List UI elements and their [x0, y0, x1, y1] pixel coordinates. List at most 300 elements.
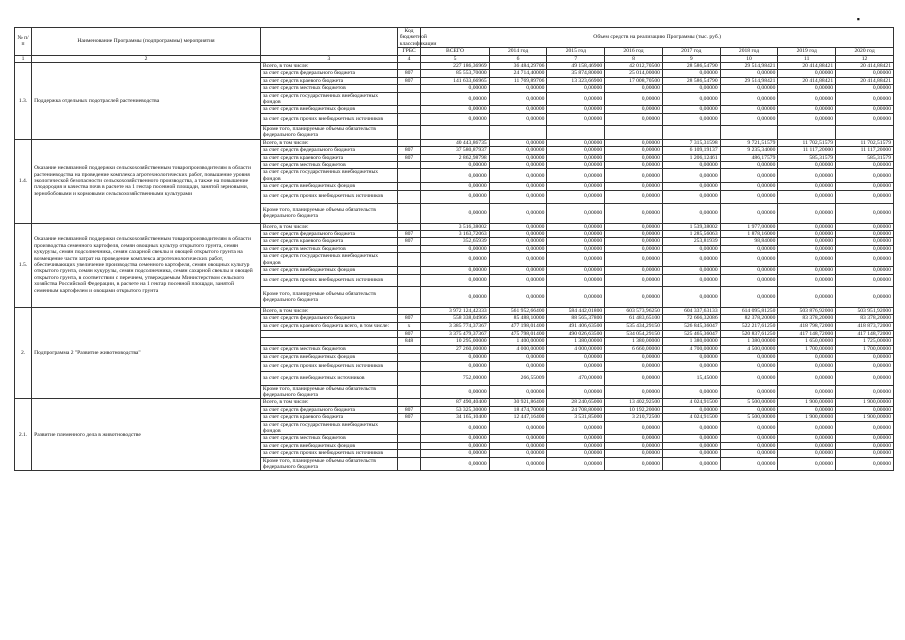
funding-source: за счет средств местных бюджетов	[260, 345, 397, 353]
value-year: 10 192,20000	[605, 406, 663, 413]
value-total: 2 862,98798	[421, 154, 489, 161]
value-total: 3 163,72063	[421, 230, 489, 237]
funding-source: Всего, в том числе:	[260, 63, 397, 70]
value-year: 0,00000	[778, 238, 836, 245]
value-year	[778, 125, 836, 139]
value-total: 0,00000	[421, 245, 489, 252]
grbs-code: 807	[397, 414, 421, 421]
column-index: 3	[260, 55, 397, 62]
value-total: 141 633,66965	[421, 77, 489, 84]
value-year: 0,00000	[662, 92, 720, 106]
value-year: 0,00000	[720, 406, 778, 413]
value-year: 0,00000	[778, 371, 836, 385]
value-year: 0,00000	[720, 190, 778, 203]
value-year: 0,00000	[547, 361, 605, 371]
value-year: 0,00000	[778, 286, 836, 307]
value-year: 585,31579	[836, 154, 894, 161]
value-year: 11 702,51579	[836, 139, 894, 146]
value-total: 0,00000	[421, 435, 489, 442]
value-year: 0,00000	[836, 450, 894, 457]
row-number: 2.1.	[15, 399, 32, 471]
value-year: 0,00000	[662, 203, 720, 223]
value-year: 0,00000	[489, 139, 547, 146]
value-year: 0,00000	[662, 353, 720, 361]
value-year: 477 198,01400	[489, 322, 547, 330]
grbs-code	[397, 161, 421, 168]
table-row	[15, 139, 894, 146]
grbs-code	[397, 421, 421, 435]
value-total: 0,00000	[421, 161, 489, 168]
grbs-code	[397, 274, 421, 286]
value-year: 0,00000	[836, 70, 894, 77]
grbs-code: 807	[397, 77, 421, 84]
grbs-code: 807	[397, 315, 421, 322]
grbs-code	[397, 203, 421, 223]
value-year: 35 874,80000	[547, 70, 605, 77]
value-year: 1 380,00000	[605, 338, 663, 345]
grbs-code: 807	[397, 238, 421, 245]
value-total: 0,00000	[421, 190, 489, 203]
column-index: 7	[547, 55, 605, 62]
value-year: 0,00000	[547, 435, 605, 442]
value-year: 561 952,66400	[489, 307, 547, 314]
funding-source	[260, 338, 397, 345]
value-year: 0,00000	[778, 457, 836, 471]
value-total: 0,00000	[421, 203, 489, 223]
value-total: 0,00000	[421, 253, 489, 267]
value-year: 0,00000	[836, 223, 894, 230]
value-year: 0,00000	[720, 92, 778, 106]
value-year: 0,00000	[778, 161, 836, 168]
grbs-code: 807	[397, 230, 421, 237]
value-year: 0,00000	[836, 361, 894, 371]
value-year: 1 650,00000	[778, 338, 836, 345]
value-year	[662, 125, 720, 139]
value-year: 0,00000	[605, 85, 663, 92]
value-year: 0,00000	[489, 361, 547, 371]
value-year: 0,00000	[778, 274, 836, 286]
value-year: 0,00000	[489, 147, 547, 154]
value-year	[836, 125, 894, 139]
value-year: 0,00000	[662, 421, 720, 435]
value-year: 0,00000	[489, 245, 547, 252]
header-grbs: ГРБС	[397, 48, 421, 55]
value-year: 0,00000	[836, 190, 894, 203]
funding-source: за счет средств федерального бюджета	[260, 406, 397, 413]
funding-source: за счет средств государственных внебюджетных фондов	[260, 169, 397, 183]
value-year: 0,00000	[720, 85, 778, 92]
value-year: 11 702,51579	[778, 139, 836, 146]
value-total: 0,00000	[421, 421, 489, 435]
value-year: 61 483,65100	[605, 315, 663, 322]
value-year: 0,00000	[547, 245, 605, 252]
funding-source: за счет средств государственных внебюджетных фондов	[260, 92, 397, 106]
value-year: 0,00000	[489, 85, 547, 92]
value-year: 24 708,80000	[547, 406, 605, 413]
value-year: 585,31579	[778, 154, 836, 161]
value-year: 418 798,72000	[778, 322, 836, 330]
value-year: 0,00000	[547, 230, 605, 237]
grbs-code: 807	[397, 406, 421, 413]
value-year: 0,00000	[547, 457, 605, 471]
value-total	[421, 125, 489, 139]
grbs-code	[397, 183, 421, 190]
value-year: 0,00000	[605, 183, 663, 190]
value-year: 0,00000	[836, 106, 894, 113]
value-year: 0,00000	[720, 183, 778, 190]
funding-source: за счет средств прочих внебюджетных источников	[260, 113, 397, 125]
value-year: 0,00000	[489, 442, 547, 449]
value-year: 83 378,20000	[836, 315, 894, 322]
funding-source: за счет средств внебюджетных фондов	[260, 353, 397, 361]
value-year: 0,00000	[662, 435, 720, 442]
value-year: 88 565,37800	[547, 315, 605, 322]
grbs-code	[397, 253, 421, 267]
value-year: 20 414,88421	[836, 63, 894, 70]
value-year: 0,00000	[720, 106, 778, 113]
header-source	[260, 28, 397, 56]
value-year: 20 414,88421	[778, 63, 836, 70]
value-year: 0,00000	[605, 154, 663, 161]
value-year: 0,00000	[662, 70, 720, 77]
value-year: 0,00000	[778, 223, 836, 230]
value-total: 40 443,86735	[421, 139, 489, 146]
value-year: 5 500,00000	[720, 414, 778, 421]
value-year: 0,00000	[605, 442, 663, 449]
grbs-code	[397, 125, 421, 139]
value-year: 4 000,00000	[489, 345, 547, 353]
value-year: 7 315,31598	[662, 139, 720, 146]
value-year: 0,00000	[778, 435, 836, 442]
value-year: 0,00000	[662, 286, 720, 307]
value-year: 83 378,20000	[778, 315, 836, 322]
header-year: 2017 год	[662, 48, 720, 55]
grbs-code: 807	[397, 154, 421, 161]
funding-source: Кроме того, планируемые объемы обязательств федерального бюджета	[260, 286, 397, 307]
value-year: 0,00000	[605, 113, 663, 125]
value-year: 72 666,32086	[662, 315, 720, 322]
funding-source: за счет средств внебюджетных источников	[260, 371, 397, 385]
value-year: 0,00000	[547, 92, 605, 106]
grbs-code	[397, 92, 421, 106]
grbs-code	[397, 371, 421, 385]
value-year: 0,00000	[547, 147, 605, 154]
header-year: 2014 год	[489, 48, 547, 55]
value-year: 0,00000	[547, 190, 605, 203]
grbs-code	[397, 385, 421, 399]
value-year: 0,00000	[547, 203, 605, 223]
value-year: 4 024,91500	[662, 414, 720, 421]
value-year: 0,00000	[489, 203, 547, 223]
value-year: 0,00000	[547, 139, 605, 146]
value-year: 0,00000	[778, 106, 836, 113]
value-year: 0,00000	[720, 161, 778, 168]
value-year: 0,00000	[489, 190, 547, 203]
grbs-code	[397, 223, 421, 230]
value-year: 13 402,92500	[605, 399, 663, 406]
grbs-code	[397, 245, 421, 252]
value-year: 526 845,36047	[662, 322, 720, 330]
table-body	[15, 63, 894, 471]
value-year: 490 026,63500	[547, 330, 605, 337]
funding-source: Кроме того, планируемые объемы обязательств федерального бюджета	[260, 125, 397, 139]
value-year: 0,00000	[489, 223, 547, 230]
value-year: 0,00000	[605, 203, 663, 223]
value-year: 0,00000	[605, 253, 663, 267]
header-volume: Объем средств на реализацию Программы (тыс. руб.)	[421, 28, 894, 48]
funding-source: за счет средств федерального бюджета	[260, 230, 397, 237]
value-year: 9 235,34000	[720, 147, 778, 154]
value-year: 0,00000	[778, 203, 836, 223]
value-year: 0,00000	[720, 361, 778, 371]
value-year: 0,00000	[605, 223, 663, 230]
value-year: 0,00000	[662, 457, 720, 471]
column-index: 11	[778, 55, 836, 62]
value-year: 0,00000	[489, 183, 547, 190]
value-year: 82 378,20000	[720, 315, 778, 322]
funding-source: за счет средств федерального бюджета	[260, 315, 397, 322]
value-year: 6 660,00000	[605, 345, 663, 353]
value-year: 28 240,65000	[547, 399, 605, 406]
value-year: 9 721,51579	[720, 139, 778, 146]
header-year: 2019 год	[778, 48, 836, 55]
value-year	[489, 125, 547, 139]
budget-table	[14, 27, 894, 471]
value-year: 0,00000	[605, 266, 663, 274]
value-year: 0,00000	[836, 385, 894, 399]
value-year: 0,00000	[547, 169, 605, 183]
value-year: 13 323,66900	[547, 77, 605, 84]
funding-source: Кроме того, планируемые объемы обязательств федерального бюджета	[260, 457, 397, 471]
value-year: 0,00000	[547, 286, 605, 307]
value-year: 0,00000	[547, 274, 605, 286]
value-year: 503 951,92000	[836, 307, 894, 314]
value-year: 0,00000	[489, 457, 547, 471]
grbs-code	[397, 450, 421, 457]
value-year: 0,00000	[836, 238, 894, 245]
value-year: 0,00000	[547, 450, 605, 457]
funding-source: за счет средств прочих внебюджетных источников	[260, 190, 397, 203]
value-year: 0,00000	[547, 161, 605, 168]
value-year: 0,00000	[605, 245, 663, 252]
value-year: 0,00000	[605, 385, 663, 399]
value-year: 36 484,29706	[489, 63, 547, 70]
value-year: 0,00000	[662, 161, 720, 168]
value-year: 0,00000	[836, 371, 894, 385]
value-total: 37 580,87937	[421, 147, 489, 154]
funding-source: за счет средств внебюджетных фондов	[260, 183, 397, 190]
column-index: 2	[32, 55, 261, 62]
value-year: 0,00000	[720, 253, 778, 267]
value-year: 0,00000	[778, 113, 836, 125]
value-year	[605, 125, 663, 139]
value-year: 0,00000	[489, 230, 547, 237]
value-year: 1 977,00000	[720, 223, 778, 230]
value-year: 1 539,38002	[662, 223, 720, 230]
value-year: 486,17579	[720, 154, 778, 161]
value-year: 0,00000	[489, 253, 547, 267]
grbs-code	[397, 63, 421, 70]
value-year: 4 000,00000	[547, 345, 605, 353]
value-year: 0,00000	[605, 435, 663, 442]
header-budget-code: Код бюджетной классификации	[397, 28, 421, 48]
program-name: Развитие племенного дела в животноводстве	[32, 399, 261, 471]
value-year: 0,00000	[605, 92, 663, 106]
value-year: 0,00000	[489, 113, 547, 125]
value-year: 0,00000	[778, 421, 836, 435]
value-year: 0,00000	[836, 253, 894, 267]
funding-source: за счет средств краевого бюджета	[260, 414, 397, 421]
value-year: 604 337,63133	[662, 307, 720, 314]
value-year: 0,00000	[605, 286, 663, 307]
value-year: 522 217,61250	[720, 322, 778, 330]
value-year: 25 014,00000	[605, 70, 663, 77]
funding-source: Кроме того, планируемые объемы обязательств федерального бюджета	[260, 203, 397, 223]
row-number: 1.4.	[15, 139, 32, 223]
value-year: 475 798,01400	[489, 330, 547, 337]
column-index: 12	[836, 55, 894, 62]
column-index: 10	[720, 55, 778, 62]
value-year: 0,00000	[836, 203, 894, 223]
grbs-code: x	[397, 322, 421, 330]
value-year: 11 117,20000	[836, 147, 894, 154]
value-year: 266,55009	[489, 371, 547, 385]
value-year: 0,00000	[720, 457, 778, 471]
value-year: 0,00000	[662, 274, 720, 286]
funding-source: за счет средств федерального бюджета	[260, 70, 397, 77]
value-year: 0,00000	[605, 421, 663, 435]
value-year: 1 380,00000	[547, 338, 605, 345]
grbs-code: 807	[397, 330, 421, 337]
value-year: 0,00000	[547, 223, 605, 230]
value-year: 85 488,10000	[489, 315, 547, 322]
value-year: 0,00000	[836, 353, 894, 361]
value-year: 0,00000	[489, 435, 547, 442]
grbs-code	[397, 113, 421, 125]
value-year: 0,00000	[778, 406, 836, 413]
value-year: 0,00000	[836, 245, 894, 252]
value-year: 0,00000	[547, 253, 605, 267]
value-year: 0,00000	[662, 450, 720, 457]
funding-source: за счет средств местных бюджетов	[260, 85, 397, 92]
value-year: 0,00000	[605, 190, 663, 203]
value-year: 0,00000	[662, 190, 720, 203]
value-year: 0,00000	[547, 106, 605, 113]
value-year: 0,00000	[489, 385, 547, 399]
value-year: 0,00000	[489, 353, 547, 361]
value-year: 0,00000	[605, 371, 663, 385]
value-year: 1 380,00000	[662, 338, 720, 345]
value-year: 0,00000	[836, 442, 894, 449]
row-number: 1.3.	[15, 63, 32, 140]
value-year: 0,00000	[489, 450, 547, 457]
value-year: 0,00000	[605, 457, 663, 471]
value-year: 0,00000	[489, 161, 547, 168]
value-year: 0,00000	[778, 230, 836, 237]
value-year: 0,00000	[605, 147, 663, 154]
value-total: 0,00000	[421, 450, 489, 457]
value-total: 0,00000	[421, 442, 489, 449]
value-year: 584 442,01800	[547, 307, 605, 314]
value-year: 0,00000	[778, 70, 836, 77]
value-total: 0,00000	[421, 85, 489, 92]
value-year: 0,00000	[489, 92, 547, 106]
value-year: 470,00000	[547, 371, 605, 385]
value-total: 53 325,30000	[421, 406, 489, 413]
value-year: 1 878,16000	[720, 230, 778, 237]
value-year: 4 500,00000	[720, 345, 778, 353]
value-total: 34 165,10400	[421, 414, 489, 421]
funding-source: за счет средств прочих внебюджетных источников	[260, 450, 397, 457]
value-year: 0,00000	[778, 245, 836, 252]
value-year: 0,00000	[720, 421, 778, 435]
value-year: 0,00000	[836, 406, 894, 413]
value-year: 0,00000	[547, 385, 605, 399]
grbs-code	[397, 190, 421, 203]
value-year: 534 054,29150	[605, 330, 663, 337]
value-year: 0,00000	[662, 183, 720, 190]
value-year: 5 500,00000	[720, 399, 778, 406]
value-year: 98,84000	[720, 238, 778, 245]
value-year: 29 514,98421	[720, 63, 778, 70]
value-year: 0,00000	[720, 70, 778, 77]
value-total: 0,00000	[421, 169, 489, 183]
funding-source: за счет средств государственных внебюджетных фондов	[260, 421, 397, 435]
value-year: 15,45000	[662, 371, 720, 385]
value-year: 0,00000	[720, 203, 778, 223]
value-year: 0,00000	[778, 385, 836, 399]
value-year	[547, 125, 605, 139]
value-year: 0,00000	[720, 435, 778, 442]
value-total: 10 295,00000	[421, 338, 489, 345]
value-year: 4 024,91500	[662, 399, 720, 406]
value-year: 0,00000	[778, 85, 836, 92]
value-year: 0,00000	[778, 190, 836, 203]
funding-source: за счет средств краевого бюджета всего, в том числе:	[260, 322, 397, 330]
value-year: 0,00000	[836, 85, 894, 92]
funding-source: за счет средств внебюджетных фондов	[260, 442, 397, 449]
value-total: 0,00000	[421, 353, 489, 361]
grbs-code	[397, 345, 421, 353]
funding-source: за счет средств местных бюджетов	[260, 161, 397, 168]
value-year: 0,00000	[836, 266, 894, 274]
grbs-code: 848	[397, 338, 421, 345]
value-year: 0,00000	[836, 113, 894, 125]
program-name: Поддержка отдельных подотраслей растениеводства	[32, 63, 261, 140]
column-index: 8	[605, 55, 663, 62]
value-year: 1 206,12461	[662, 154, 720, 161]
value-year: 491 406,63500	[547, 322, 605, 330]
value-year: 0,00000	[662, 169, 720, 183]
value-year: 6 109,19137	[662, 147, 720, 154]
value-year: 0,00000	[489, 274, 547, 286]
value-total: 3 516,38002	[421, 223, 489, 230]
grbs-code	[397, 139, 421, 146]
value-year: 0,00000	[778, 266, 836, 274]
value-year: 0,00000	[489, 106, 547, 113]
funding-source: за счет средств краевого бюджета	[260, 238, 397, 245]
header-year: 2015 год	[547, 48, 605, 55]
value-year: 0,00000	[778, 92, 836, 106]
value-year: 0,00000	[662, 245, 720, 252]
value-total: 3 385 774,37367	[421, 322, 489, 330]
value-year: 418 873,72000	[836, 322, 894, 330]
value-year: 535 434,29150	[605, 322, 663, 330]
value-year: 0,00000	[547, 421, 605, 435]
header-year: 2020 год	[836, 48, 894, 55]
value-year: 0,00000	[605, 450, 663, 457]
value-year: 11 117,20000	[778, 147, 836, 154]
